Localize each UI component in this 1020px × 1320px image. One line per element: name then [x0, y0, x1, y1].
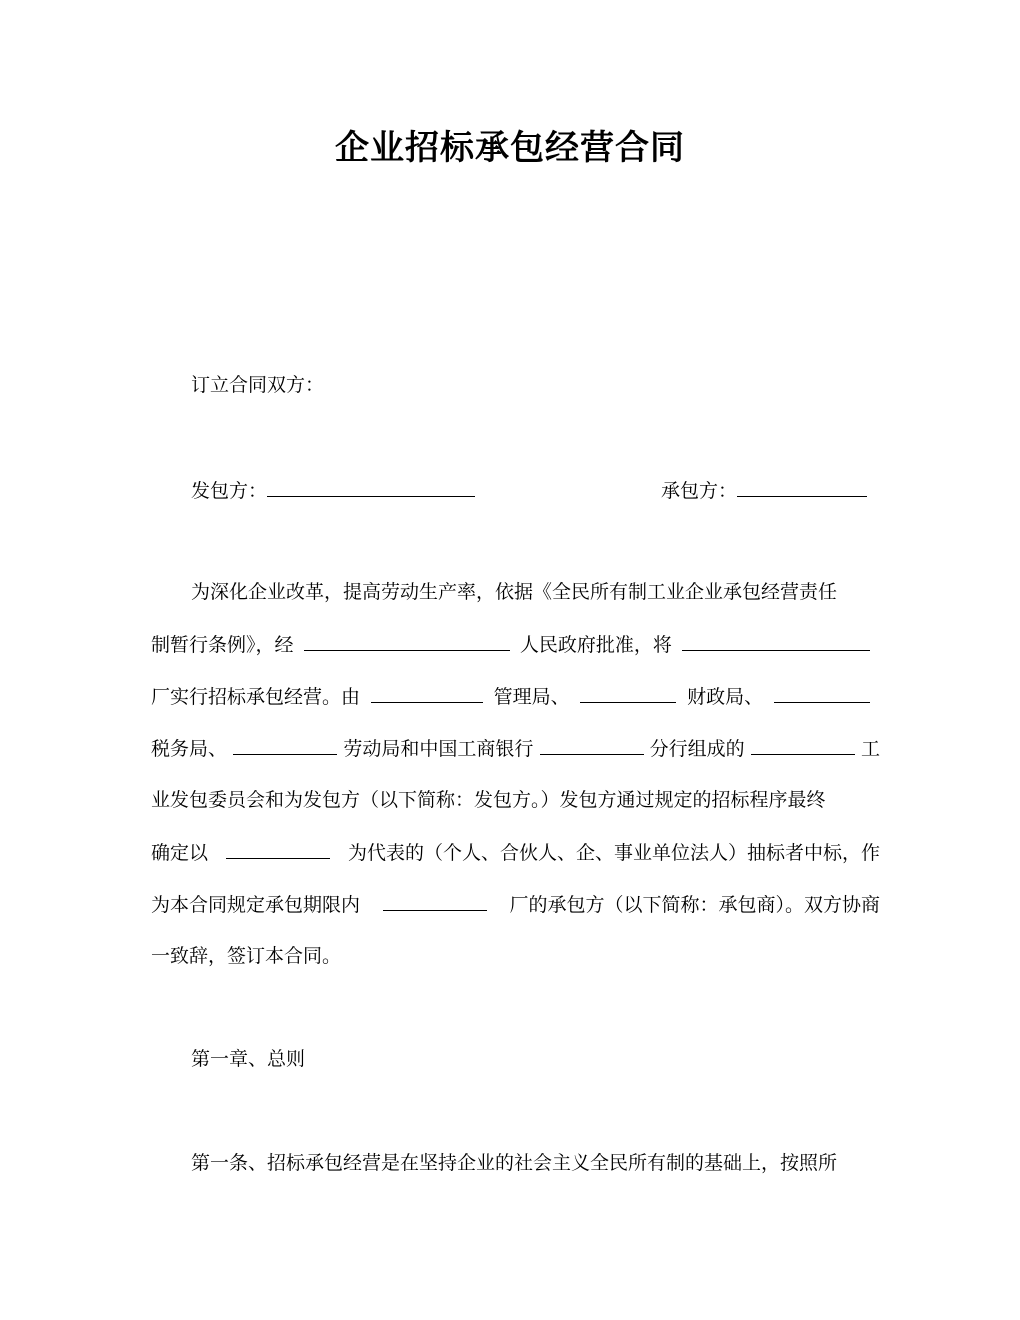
preamble-line-4 [151, 736, 880, 761]
party-b-label: 承包方： [661, 480, 738, 502]
article-1-line-1: 第一条、招标承包经营是在坚持企业的社会主义全民所有制的基础上，按照所 [191, 1152, 838, 1174]
preamble-line-3 [151, 684, 870, 709]
party-a-line [191, 478, 475, 503]
preamble-line-8: 一致辞，签订本合同。 [151, 945, 342, 967]
preamble-line-6 [151, 840, 880, 865]
chapter-heading: 第一章、总则 [191, 1048, 306, 1070]
party-b-blank [737, 478, 867, 497]
preamble-text: 厂实行招标承包经营。由 [151, 686, 361, 708]
tax-bureau-blank [774, 684, 870, 703]
preamble-text: 分行组成的 [649, 738, 745, 760]
preamble-text: 为本合同规定承包期限内 [151, 894, 361, 916]
admin-bureau-blank [371, 684, 483, 703]
document-title: 企业招标承包经营合同 [335, 128, 685, 168]
preamble-text: 厂的承包方（以下简称：承包商）。双方协商 [509, 894, 880, 916]
representative-blank [226, 840, 330, 859]
approval-gov-blank [304, 632, 510, 651]
parties-intro: 订立合同双方： [191, 374, 325, 396]
labor-bureau-blank [233, 736, 337, 755]
preamble-text: 确定以 [151, 842, 209, 864]
preamble-text: 税务局、 [151, 738, 228, 760]
preamble-text: 工 [860, 738, 880, 760]
party-b-line [661, 478, 867, 503]
preamble-line-5: 业发包委员会和为发包方（以下简称：发包方。）发包方通过规定的招标程序最终 [151, 789, 826, 811]
preamble-text: 管理局、 [493, 686, 570, 708]
factory-name-blank [682, 632, 870, 651]
preamble-text: 人民政府批准，将 [519, 634, 672, 656]
preamble-text: 财政局、 [687, 686, 764, 708]
contract-factory-blank [383, 892, 487, 911]
preamble-line-7 [151, 892, 880, 917]
preamble-text: 制暂行条例》，经 [151, 634, 294, 656]
preamble-text: 为代表的（个人、合伙人、企、事业单位法人）抽标者中标，作 [347, 842, 880, 864]
party-a-blank [267, 478, 475, 497]
finance-bureau-blank [580, 684, 676, 703]
committee-blank [751, 736, 855, 755]
preamble-line-1: 为深化企业改革，提高劳动生产率，依据《全民所有制工业企业承包经营责任 [191, 581, 838, 603]
bank-branch-blank [540, 736, 644, 755]
party-a-label: 发包方： [191, 480, 268, 502]
preamble-text: 劳动局和中国工商银行 [343, 738, 534, 760]
preamble-line-2 [151, 632, 870, 657]
